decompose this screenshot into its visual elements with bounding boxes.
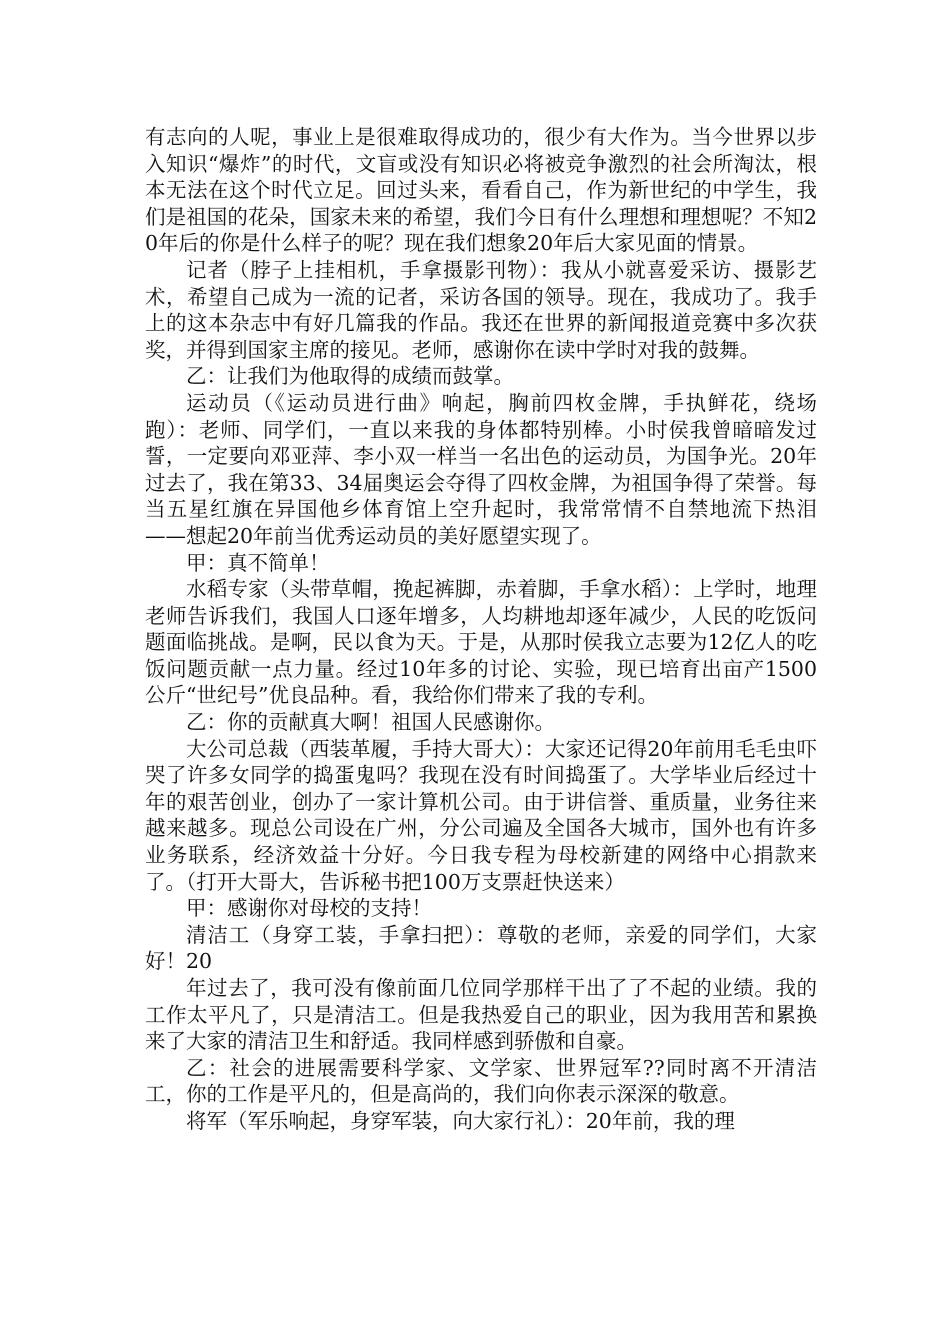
paragraph: 有志向的人呢，事业上是很难取得成功的，很少有大作为。当今世界以步入知识“爆炸”的时代，文盲或没有知识必将被竞争激烈的社会所淘汰，根本无法在这个时代立足。回过头来，看看自己，作为新世纪的中学生，我们是祖国的花朵，国家未来的希望，我们今日有什么理想和理想呢？不知20年后的你是什么样子的呢？现在我们想象20年后大家见面的情景。 [145, 125, 817, 256]
paragraph: 乙：社会的进展需要科学家、文学家、世界冠军??同时离不开清洁工，你的工作是平凡的，但是高尚的，我们向你表示深深的敬意。 [145, 1055, 817, 1107]
paragraph: 甲：真不简单！ [186, 550, 330, 575]
paragraph: 大公司总裁（西装革履，手持大哥大）：大家还记得20年前用毛毛虫吓哭了许多女同学的捣蛋鬼吗？我现在没有时间捣蛋了。大学毕业后经过十年的艰苦创业，创办了一家计算机公司。由于讲信誉、重质量，业务往来越来越多。现总公司设在广州，分公司遍及全国各大城市，国外也有许多业务联系，经济效益十分好。今日我专程为母校新建的网络中心捐款来了。（打开大哥大，告诉秘书把100万支票赶快送来） [145, 736, 817, 894]
paragraph: 乙：你的贡献真大啊！祖国人民感谢你。 [186, 710, 555, 735]
paragraph: 年过去了，我可没有像前面几位同学那样干出了了不起的业绩。我的工作太平凡了，只是清洁工。但是我热爱自己的职业，因为我用苦和累换来了大家的清洁卫生和舒适。我同样感到骄傲和自豪。 [145, 976, 817, 1054]
paragraph: 记者（脖子上挂相机，手拿摄影刊物）：我从小就喜爱采访、摄影艺术，希望自己成为一流的记者，采访各国的领导。现在，我成功了。我手上的这本杂志中有好几篇我的作品。我还在世界的新闻报道竞赛中多次获奖，并得到国家主席的接见。老师，感谢你在读中学时对我的鼓舞。 [145, 257, 817, 362]
paragraph: 甲：感谢你对母校的支持！ [186, 896, 432, 921]
paragraph: 将军（军乐响起，身穿军装，向大家行礼）：20年前，我的理 [186, 1108, 735, 1133]
paragraph: 运动员（《运动员进行曲》响起，胸前四枚金牌，手执鲜花，绕场跑）：老师、同学们，一直以来我的身体都特别棒。小时侯我曾暗暗发过誓，一定要向邓亚萍、李小双一样当一名出色的运动员，为国争光。20年过去了，我在第33、34届奥运会夺得了四枚金牌，为祖国争得了荣誉。每当五星红旗在异国他乡体育馆上空升起时，我常常情不自禁地流下热泪——想起20年前当优秀运动员的美好愿望实现了。 [145, 390, 817, 548]
document-body [145, 124, 817, 1135]
paragraph: 水稻专家（头带草帽，挽起裤脚，赤着脚，手拿水稻）：上学时，地理老师告诉我们，我国人口逐年增多，人均耕地却逐年减少，人民的吃饭问题面临挑战。是啊，民以食为天。于是，从那时侯我立志要为12亿人的吃饭问题贡献一点力量。经过10年多的讨论、实验，现已培育出亩产1500公斤“世纪号”优良品种。看，我给你们带来了我的专利。 [145, 577, 817, 708]
paragraph: 乙：让我们为他取得的成绩而鼓掌。 [186, 364, 514, 389]
paragraph: 清洁工（身穿工装，手拿扫把）：尊敬的老师，亲爱的同学们，大家好！20 [145, 922, 817, 974]
